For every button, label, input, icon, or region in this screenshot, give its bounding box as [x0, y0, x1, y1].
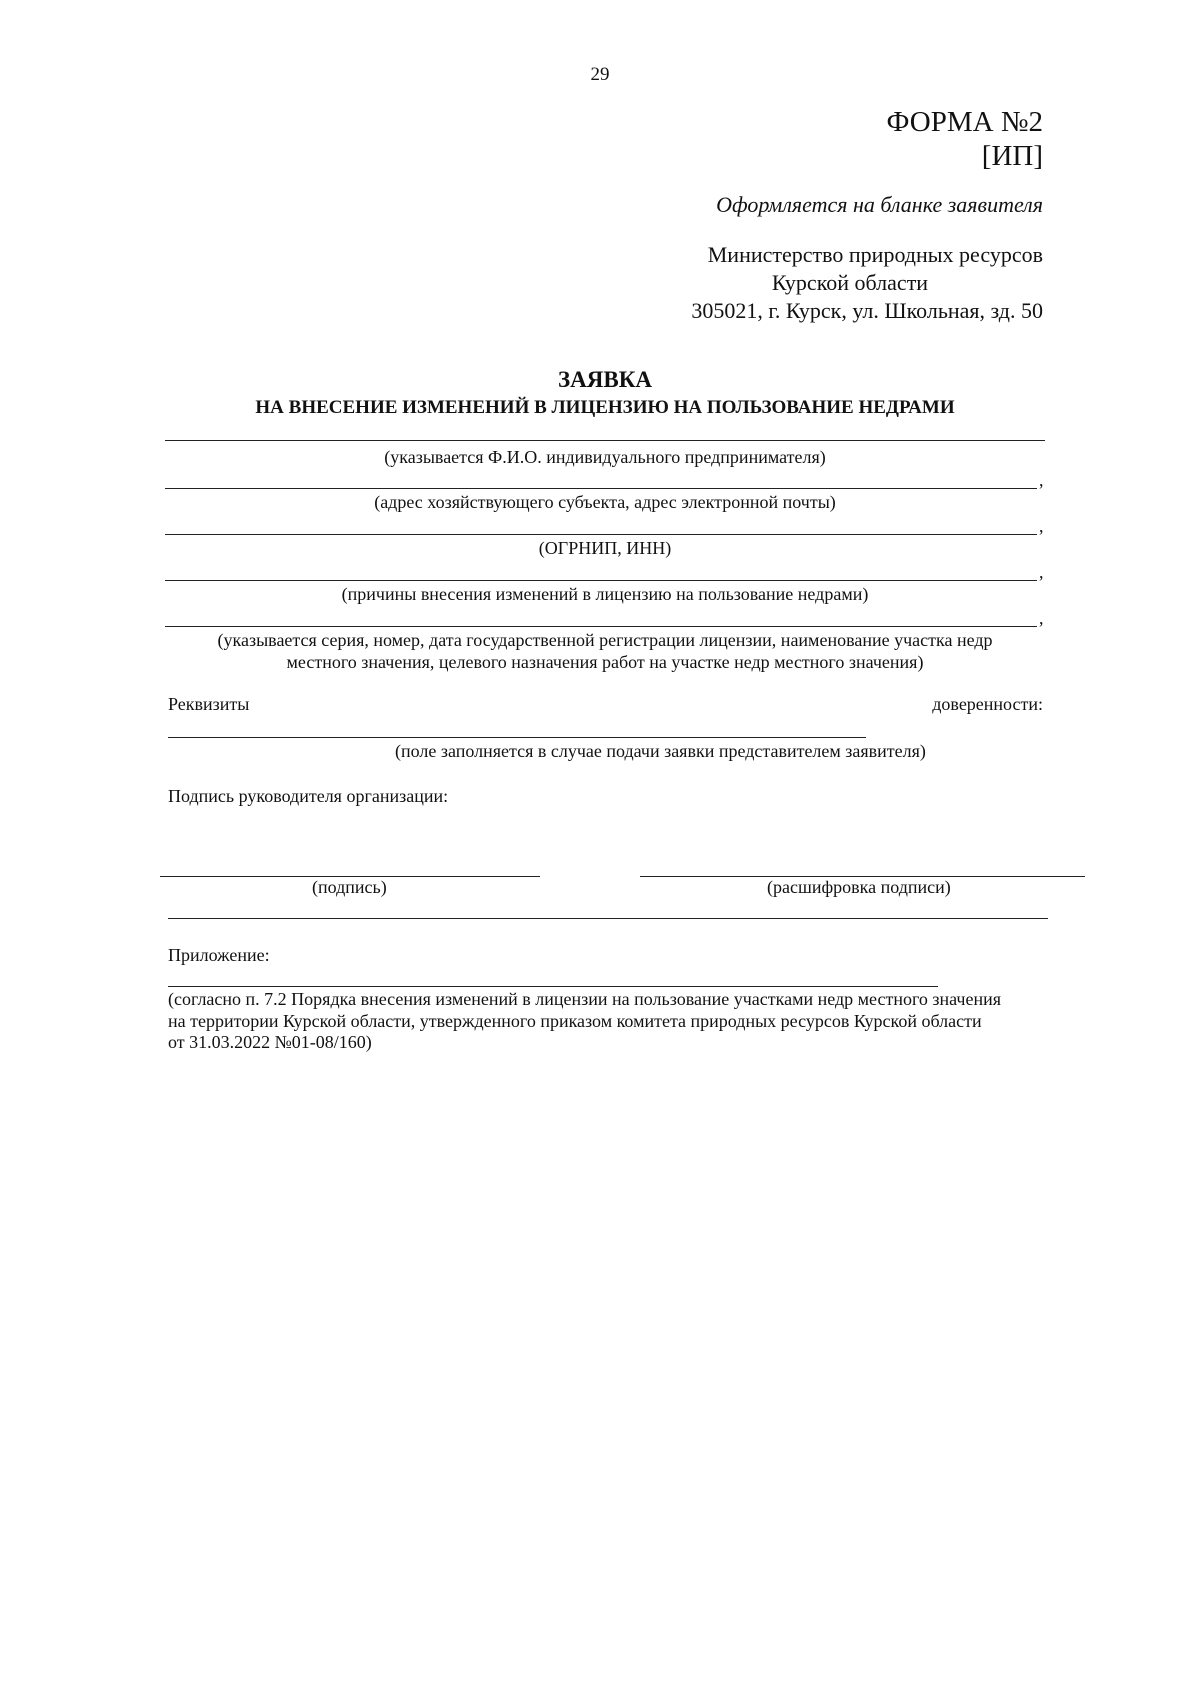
attachment-label: Приложение:	[168, 945, 270, 965]
blank-note: Оформляется на бланке заявителя	[716, 192, 1043, 217]
proxy-label-left: Реквизиты	[168, 694, 250, 714]
application-subtitle: НА ВНЕСЕНИЕ ИЗМЕНЕНИЙ В ЛИЦЕНЗИЮ НА ПОЛЬЗОВАНИЕ НЕДРАМИ	[255, 397, 955, 418]
reasons-field-line[interactable]	[165, 580, 1037, 581]
address-field-hint: (адрес хозяйствующего субъекта, адрес электронной почты)	[374, 492, 836, 512]
license-details-field-line[interactable]	[165, 626, 1037, 627]
attachment-note-line-3: от 31.03.2022 №01-08/160)	[168, 1032, 372, 1052]
proxy-field-line[interactable]	[168, 737, 866, 738]
reasons-field-comma: ,	[1039, 562, 1044, 582]
proxy-label-right: доверенности:	[932, 694, 1043, 714]
signature-label: Подпись руководителя организации:	[168, 786, 449, 806]
fio-field-line[interactable]	[165, 440, 1045, 441]
addressee-line-3: 305021, г. Курск, ул. Школьная, зд. 50	[691, 298, 1043, 323]
form-subtitle: [ИП]	[981, 140, 1043, 172]
reasons-field-hint: (причины внесения изменений в лицензию на пользование недрами)	[341, 584, 869, 604]
addressee-line-1: Министерство природных ресурсов	[707, 242, 1043, 267]
license-details-hint-line-1: (указывается серия, номер, дата государственной регистрации лицензии, наименование участка недр	[217, 630, 993, 650]
ogrnip-inn-field-line[interactable]	[165, 534, 1037, 535]
attachment-note-line-2: на территории Курской области, утвержденного приказом комитета природных ресурсов Курской области	[168, 1011, 982, 1031]
ogrnip-inn-field-hint: (ОГРНИП, ИНН)	[538, 538, 672, 558]
proxy-field-hint: (поле заполняется в случае подачи заявки представителем заявителя)	[395, 741, 926, 761]
license-details-field-comma: ,	[1039, 608, 1044, 628]
signature-hint: (подпись)	[312, 877, 387, 897]
fio-field-hint: (указывается Ф.И.О. индивидуального предпринимателя)	[384, 447, 826, 467]
address-field-line[interactable]	[165, 488, 1037, 489]
page-number: 29	[590, 64, 610, 85]
ogrnip-inn-field-comma: ,	[1039, 516, 1044, 536]
addressee-line-2: Курской области	[771, 270, 929, 295]
signature-decode-hint: (расшифровка подписи)	[767, 877, 951, 897]
separator-line	[168, 918, 1048, 919]
form-title: ФОРМА №2	[886, 106, 1043, 138]
application-title: ЗАЯВКА	[558, 367, 652, 392]
address-field-comma: ,	[1039, 470, 1044, 490]
attachment-note-line-1: (согласно п. 7.2 Порядка внесения изменений в лицензии на пользование участками недр местного значения	[168, 989, 1002, 1009]
license-details-hint-line-2: местного значения, целевого назначения работ на участке недр местного значения)	[286, 652, 924, 672]
attachment-field-line[interactable]	[168, 986, 938, 987]
